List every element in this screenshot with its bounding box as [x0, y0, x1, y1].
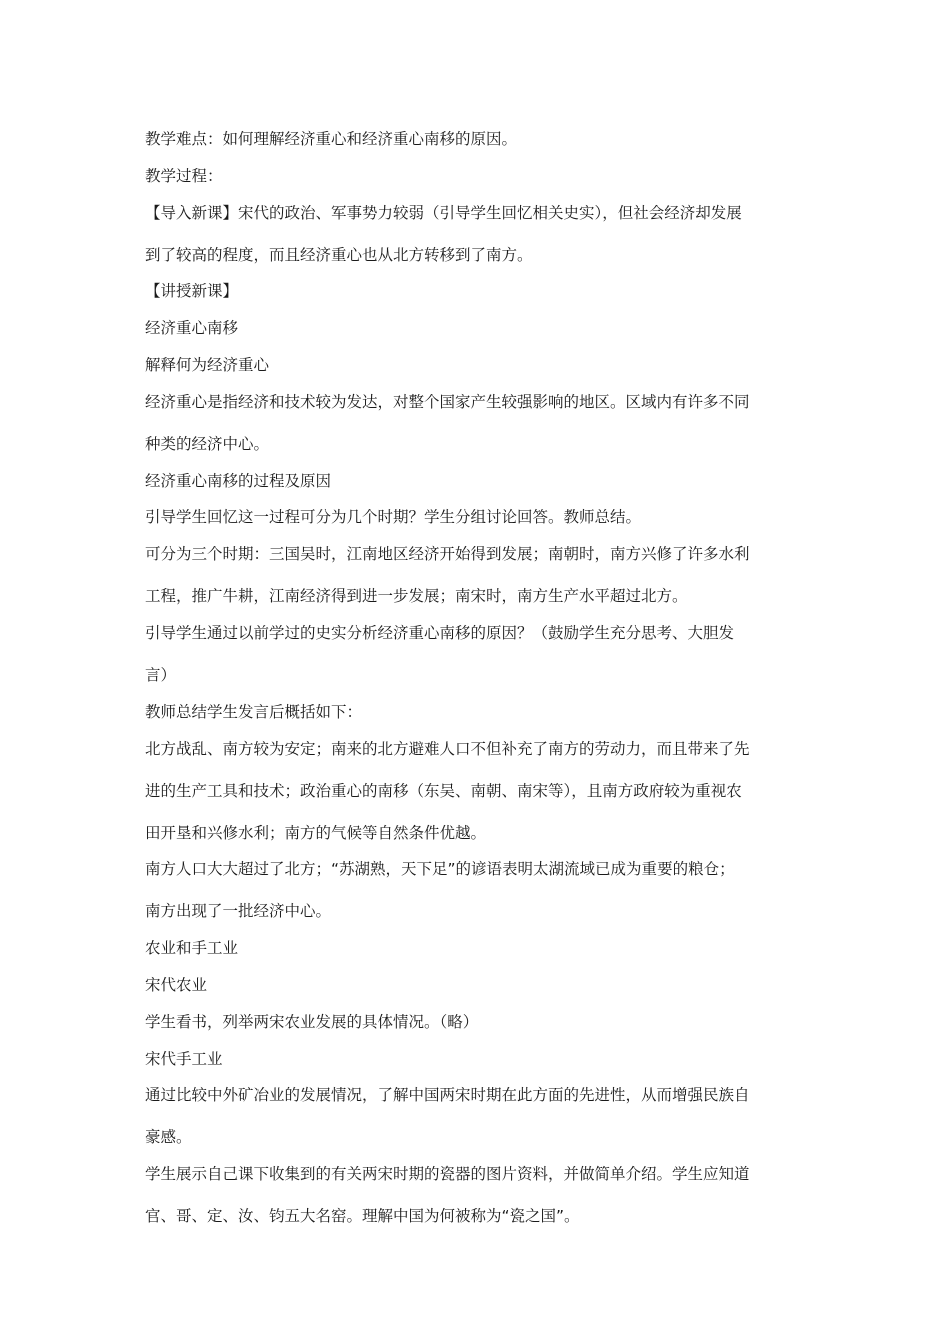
text-line: 田开垦和兴修水利；南方的气候等自然条件优越。: [145, 823, 487, 842]
text-line: 言）: [145, 665, 177, 684]
text-line: 到了较高的程度，而且经济重心也从北方转移到了南方。: [145, 245, 533, 264]
text-line: 工程，推广牛耕，江南经济得到进一步发展；南宋时，南方生产水平超过北方。: [145, 587, 688, 606]
text-line: 南方人口大大超过了北方；“苏湖熟，天下足”的谚语表明太湖流域已成为重要的粮仓；: [145, 860, 735, 879]
text-line: 通过比较中外矿冶业的发展情况，了解中国两宋时期在此方面的先进性，从而增强民族自: [145, 1086, 750, 1105]
section-heading: 【讲授新课】: [145, 282, 239, 301]
text-line: 官、哥、定、汝、钧五大名窑。理解中国为何被称为“瓷之国”。: [145, 1207, 580, 1226]
text-line: 可分为三个时期：三国吴时，江南地区经济开始得到发展；南朝时，南方兴修了许多水利: [145, 545, 750, 564]
text-line: 豪感。: [145, 1128, 192, 1147]
text-line: 经济重心是指经济和技术较为发达，对整个国家产生较强影响的地区。区域内有许多不同: [145, 392, 750, 411]
text-line: 进的生产工具和技术；政治重心的南移（东吴、南朝、南宋等），且南方政府较为重视农: [145, 781, 742, 800]
text-line: 学生看书，列举两宋农业发展的具体情况。（略）: [145, 1012, 479, 1031]
text-line: 种类的经济中心。: [145, 434, 270, 453]
section-heading: 经济重心南移: [145, 319, 239, 338]
subheading: 宋代农业: [145, 975, 208, 994]
text-line: 引导学生通过以前学过的史实分析经济重心南移的原因？（鼓励学生充分思考、大胆发: [145, 623, 735, 642]
text-line: 学生展示自己课下收集到的有关两宋时期的瓷器的图片资料，并做简单介绍。学生应知道: [145, 1165, 750, 1184]
text-line: 教学难点：如何理解经济重心和经济重心南移的原因。: [145, 130, 518, 148]
text-line: 引导学生回忆这一过程可分为几个时期？学生分组讨论回答。教师总结。: [145, 508, 642, 527]
text-line: 北方战乱、南方较为安定；南来的北方避难人口不但补充了南方的劳动力，而且带来了先: [145, 739, 750, 758]
text-line: 教师总结学生发言后概括如下：: [145, 702, 363, 721]
section-heading: 农业和手工业: [145, 939, 239, 958]
text-line: 南方出现了一批经济中心。: [145, 902, 332, 921]
subheading: 宋代手工业: [145, 1049, 223, 1068]
subheading: 经济重心南移的过程及原因: [145, 471, 332, 490]
text-line: 教学过程：: [145, 166, 223, 185]
document-body: [145, 124, 810, 1238]
subheading: 解释何为经济重心: [145, 355, 270, 374]
text-line: 【导入新课】宋代的政治、军事势力较弱（引导学生回忆相关史实），但社会经济却发展: [145, 203, 742, 222]
